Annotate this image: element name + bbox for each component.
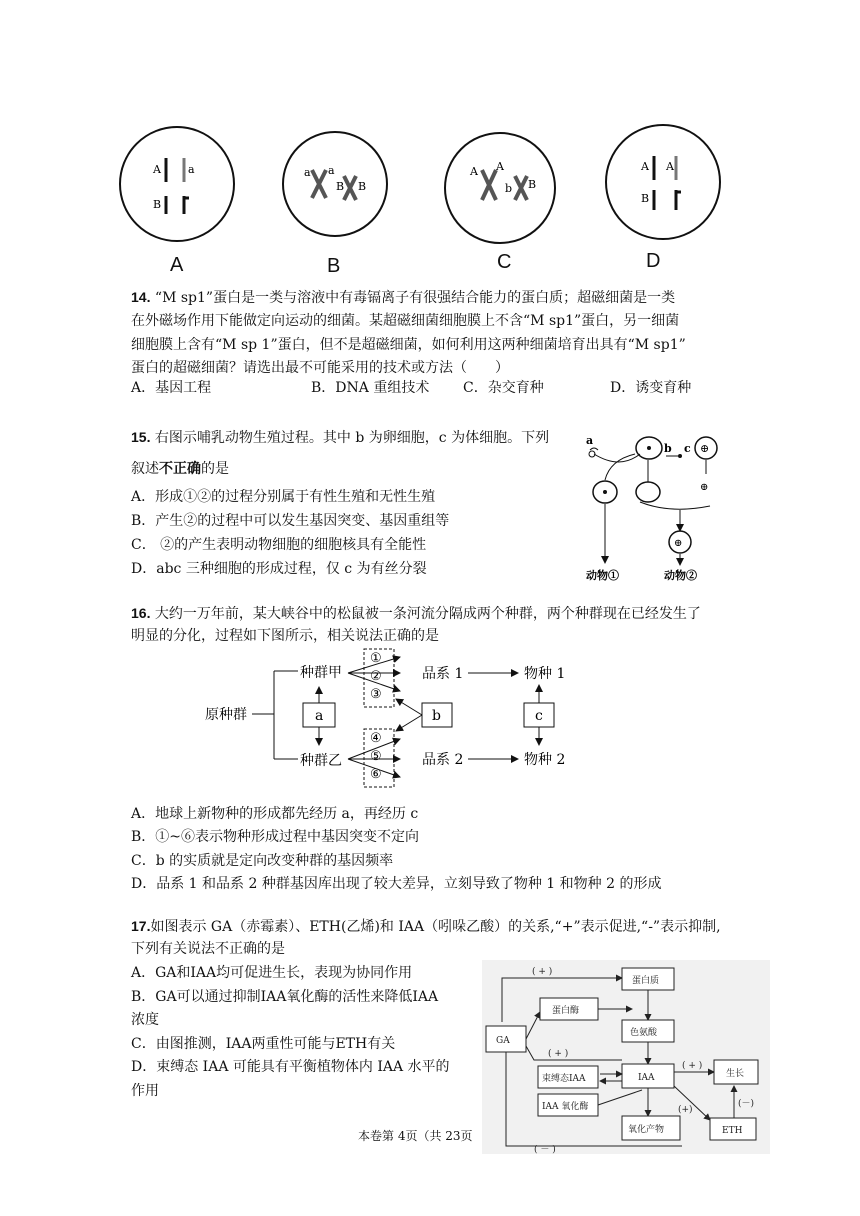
q17-trp: 色氨酸 [630, 1028, 658, 1038]
q16-box-a: a [315, 708, 324, 724]
q17-option-b: B．GA可以通过抑制IAA氧化酶的活性来降低IAA [131, 989, 439, 1005]
q15-diagram-svg [580, 430, 750, 585]
q16-pop2: 种群乙 [300, 753, 342, 769]
svg-text:⊕: ⊕ [700, 482, 709, 493]
q14-stem-1: “M sp1”蛋白是一类与溶液中有毒镉离子有很强结合能力的蛋白质；超磁细菌是一类 [154, 290, 676, 306]
q17-plus-4: (+) [678, 1105, 693, 1115]
q17-option-a: A．GA和IAA均可促进生长，表现为协同作用 [131, 965, 413, 981]
q16-original: 原种群 [205, 707, 247, 723]
q17-ga: GA [496, 1036, 510, 1046]
q16-circle-5: ⑤ [370, 749, 382, 764]
q17-stem-1: 如图表示 GA（赤霉素）、ETH(乙烯)和 IAA（吲哚乙酸）的关系,“+”表示促进,“-”表示抑制, [150, 919, 721, 935]
q17-protein: 蛋白质 [632, 976, 660, 986]
cell-d-gene-1: A [641, 160, 649, 173]
q17-protease: 蛋白酶 [552, 1006, 580, 1016]
q17-eth: ETH [722, 1126, 743, 1136]
q14-number: 14. [131, 289, 151, 305]
q17-line-2: 下列有关说法不正确的是 [131, 941, 285, 957]
q14-line-1 [131, 286, 675, 309]
q14-line-4: 蛋白的超磁细菌？请选出最不可能采用的技术或方法（ ） [131, 360, 509, 376]
q17-plus-2: ( + ) [548, 1049, 569, 1059]
q16-option-b: B．①~⑥表示物种形成过程中基因突变不定向 [131, 829, 420, 845]
svg-text:⊕: ⊕ [674, 538, 683, 549]
q17-option-c: C．由图推测，IAA两重性可能与ETH有关 [131, 1036, 396, 1052]
q16-box-c: c [535, 708, 543, 724]
cell-label-d: D [646, 250, 661, 272]
q17-line-1 [131, 915, 721, 938]
q16-circle-3: ③ [370, 687, 382, 702]
q17-diagram [482, 960, 770, 1154]
cell-c-gene-4: B [528, 178, 537, 191]
q16-pop1: 种群甲 [300, 665, 342, 681]
q15-label-a: a [586, 434, 594, 447]
q16-diagram-svg [200, 643, 600, 793]
q17-iaa-oxidase: IAA 氧化酶 [542, 1102, 589, 1112]
q17-minus-2: ( － ) [534, 1145, 556, 1154]
q16-stem-1: 大约一万年前，某大峡谷中的松鼠被一条河流分隔成两个种群，两个种群现在已经发生了 [154, 606, 701, 622]
q16-circle-2: ② [370, 669, 382, 684]
q17-minus-1: (－) [738, 1099, 755, 1109]
q15-option-b: B．产生②的过程中可以发生基因突变、基因重组等 [131, 513, 450, 529]
q14-option-d: D．诱变育种 [610, 380, 692, 396]
q16-box-b: b [432, 708, 441, 724]
q16-circle-6: ⑥ [370, 767, 382, 782]
q15-stem-2-post: 的是 [201, 461, 229, 477]
q17-option-d: D．束缚态 IAA 可能具有平衡植物体内 IAA 水平的 [131, 1059, 450, 1075]
q17-bound-iaa: 束缚态IAA [542, 1074, 586, 1084]
q15-label-b: b [664, 442, 672, 455]
q15-option-c: C． ②的产生表明动物细胞的细胞核具有全能性 [131, 537, 427, 553]
cell-label-b: B [327, 255, 341, 277]
q16-line-1 [131, 602, 701, 625]
q16-diagram [200, 643, 600, 793]
q16-strain2: 品系 2 [422, 752, 464, 768]
q16-option-a: A．地球上新物种的形成都先经历 a，再经历 c [131, 806, 419, 822]
q17-number: 17. [131, 918, 151, 934]
q16-species2: 物种 2 [524, 752, 566, 768]
q15-option-d: D．abc 三种细胞的形成过程，仅 c 为有丝分裂 [131, 561, 427, 577]
cell-d-gene-3: B [641, 192, 650, 205]
q14-line-2: 在外磁场作用下能做定向运动的细菌。某超磁细菌细胞膜上不含“M sp1”蛋白，另一细菌 [131, 313, 680, 329]
cell-b [283, 132, 387, 236]
q15-label-c: c [684, 442, 691, 455]
q16-circle-1: ① [370, 651, 382, 666]
q17-option-b-cont: 浓度 [131, 1012, 159, 1028]
q14-option-c: C．杂交育种 [463, 380, 544, 396]
cell-d [606, 125, 720, 239]
q17-iaa: IAA [638, 1073, 655, 1083]
q16-line-2: 明显的分化，过程如下图所示，相关说法正确的是 [131, 628, 439, 644]
cell-c-gene-1: A [470, 165, 478, 178]
q16-strain1: 品系 1 [422, 666, 464, 682]
cell-c-gene-3: b [505, 182, 513, 195]
q14-option-a: A．基因工程 [131, 380, 212, 396]
q17-oxid-product: 氧化产物 [628, 1125, 665, 1135]
cell-a [120, 127, 234, 241]
page-footer: 本卷第 4页（共 23页 [358, 1129, 473, 1143]
cell-label-a: A [170, 254, 184, 276]
q17-option-d-cont: 作用 [131, 1083, 159, 1099]
cell-b-gene-1: a [304, 166, 311, 179]
q16-option-c: C．b 的实质就是定向改变种群的基因频率 [131, 853, 394, 869]
cell-d-gene-2: A [666, 160, 674, 173]
q17-diagram-svg [482, 960, 770, 1154]
svg-text:⊕: ⊕ [700, 442, 710, 455]
q15-line-2 [131, 458, 229, 480]
q16-circle-4: ④ [370, 731, 382, 746]
q16-option-d: D．品系 1 和品系 2 种群基因库出现了较大差异，立刻导致了物种 1 和物种 2 的形成 [131, 876, 662, 892]
q15-stem-2-bold: 不正确 [159, 461, 201, 477]
q17-plus-1: ( + ) [532, 967, 553, 977]
cell-b-gene-2: a [328, 164, 335, 177]
q15-stem-1: 右图示哺乳动物生殖过程。其中 b 为卵细胞，c 为体细胞。下列 [154, 430, 550, 446]
cell-figure-svg [100, 118, 760, 288]
cell-a-gene-2: a [188, 163, 195, 176]
q14-line-3: 细胞膜上含有“M sp 1”蛋白，但不是超磁细菌，如何利用这两种细菌培育出具有“M sp1” [131, 337, 686, 353]
cell-a-gene-3: B [153, 198, 162, 211]
q17-plus-3: ( + ) [682, 1061, 703, 1071]
cell-figure [100, 118, 760, 288]
cell-c-gene-2: A [496, 160, 504, 173]
cell-a-gene-1: A [153, 163, 161, 176]
q16-species1: 物种 1 [524, 666, 566, 682]
q16-number: 16. [131, 605, 151, 621]
cell-c [445, 133, 555, 243]
q15-diagram [580, 430, 750, 585]
q15-option-a: A．形成①②的过程分别属于有性生殖和无性生殖 [131, 489, 436, 505]
q15-label-animal1: 动物① [586, 569, 619, 582]
q15-line-1 [131, 426, 549, 449]
cell-label-c: C [497, 251, 512, 273]
q15-number: 15. [131, 429, 151, 445]
q15-label-animal2: 动物② [664, 569, 697, 582]
cell-b-gene-3: B [336, 180, 345, 193]
q15-stem-2-pre: 叙述 [131, 461, 159, 477]
q17-growth: 生长 [726, 1069, 745, 1079]
q14-option-b: B．DNA 重组技术 [311, 380, 430, 396]
cell-b-gene-4: B [358, 180, 367, 193]
